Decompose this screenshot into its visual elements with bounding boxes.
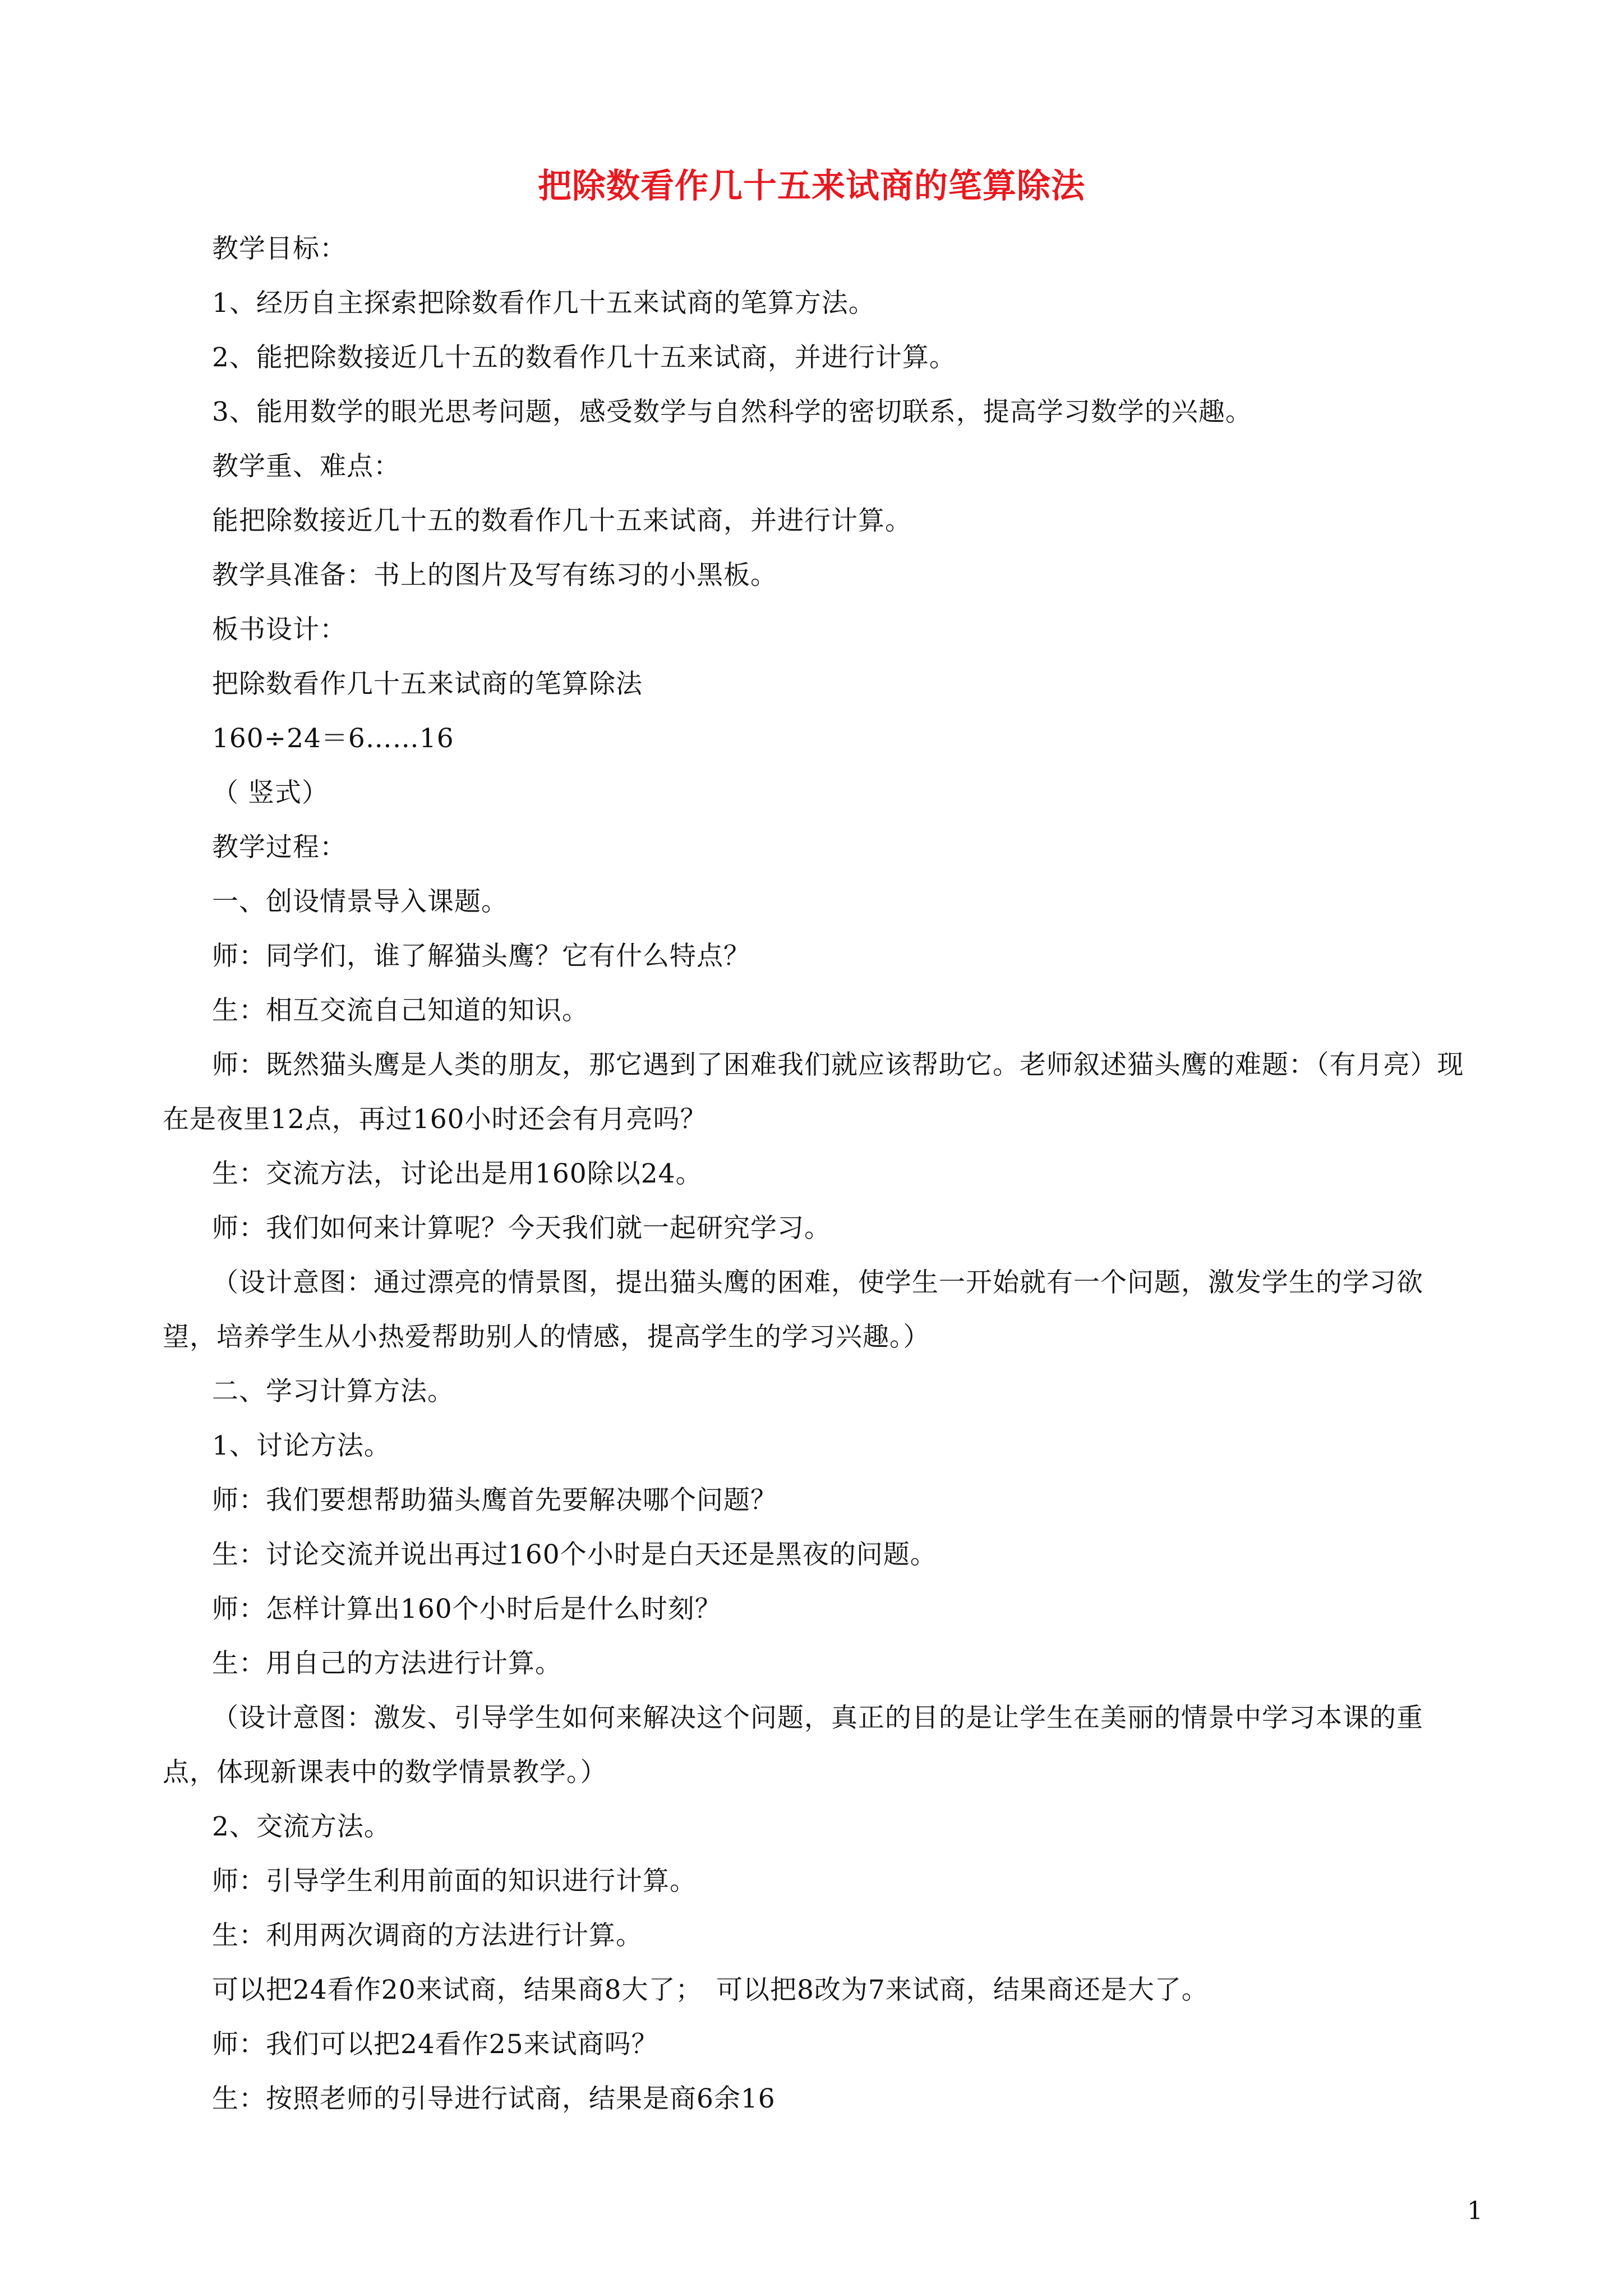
paragraph-objective-2: 2、能把除数接近几十五的数看作几十五来试商，并进行计算。 (212, 342, 956, 373)
paragraph-board-title: 把除数看作几十五来试商的笔算除法 (212, 669, 643, 700)
paragraph-board-equation: 160÷24＝6……16 (212, 723, 454, 754)
paragraph-board-vertical: （ 竖式） (212, 777, 329, 808)
paragraph-student-6: 生：按照老师的引导进行试商，结果是商6余16 (212, 2083, 776, 2114)
paragraph-materials: 教学具准备：书上的图片及写有练习的小黑板。 (212, 560, 777, 591)
paragraph-section-2: 二、学习计算方法。 (212, 1376, 454, 1407)
paragraph-student-2: 生：交流方法，讨论出是用160除以24。 (212, 1158, 703, 1189)
paragraph-key-points: 能把除数接近几十五的数看作几十五来试商，并进行计算。 (212, 505, 912, 536)
paragraph-teacher-4: 师：我们要想帮助猫头鹰首先要解决哪个问题？ (212, 1485, 777, 1516)
paragraph-heading-objectives: 教学目标： (212, 233, 347, 264)
paragraph-student-1: 生：相互交流自己知道的知识。 (212, 995, 589, 1026)
paragraph-design-note-2: （设计意图：激发、引导学生如何来解决这个问题，真正的目的是让学生在美丽的情景中学习本课的重点，体现新课表中的数学情景教学。） (163, 1703, 1423, 1788)
paragraph-trial-quotient: 可以把24看作20来试商，结果商8大了； 可以把8改为7来试商，结果商还是大了。 (212, 1975, 1209, 2005)
paragraph-heading-key-points: 教学重、难点： (212, 451, 400, 482)
paragraph-teacher-7: 师：我们可以把24看作25来试商吗？ (212, 2029, 658, 2060)
paragraph-heading-board-design: 板书设计： (212, 614, 347, 645)
paragraph-design-note-1: （设计意图：通过漂亮的情景图，提出猫头鹰的困难，使学生一开始就有一个问题，激发学生的学习欲望，培养学生从小热爱帮助别人的情感，提高学生的学习兴趣。） (163, 1267, 1423, 1352)
paragraph-objective-1: 1、经历自主探索把除数看作几十五来试商的笔算方法。 (212, 288, 875, 319)
paragraph-teacher-5: 师：怎样计算出160个小时后是什么时刻？ (212, 1594, 722, 1625)
paragraph-teacher-6: 师：引导学生利用前面的知识进行计算。 (212, 1866, 697, 1897)
paragraph-heading-process: 教学过程： (212, 832, 347, 863)
paragraph-objective-3: 3、能用数学的眼光思考问题，感受数学与自然科学的密切联系，提高学习数学的兴趣。 (212, 397, 1252, 427)
page-number: 1 (1467, 2197, 1483, 2225)
paragraph-teacher-2: 师：既然猫头鹰是人类的朋友，那它遇到了困难我们就应该帮助它。老师叙述猫头鹰的难题：（有月亮）现在是夜里12点，再过160小时还会有月亮吗？ (163, 1050, 1464, 1135)
paragraph-student-3: 生：讨论交流并说出再过160个小时是白天还是黑夜的问题。 (212, 1539, 937, 1570)
paragraph-student-5: 生：利用两次调商的方法进行计算。 (212, 1920, 643, 1951)
paragraph-teacher-1: 师：同学们，谁了解猫头鹰？它有什么特点？ (212, 941, 750, 972)
paragraph-section-1: 一、创设情景导入课题。 (212, 886, 508, 917)
document-title: 把除数看作几十五来试商的笔算除法 (538, 167, 1085, 206)
paragraph-teacher-3: 师：我们如何来计算呢？今天我们就一起研究学习。 (212, 1213, 831, 1244)
paragraph-student-4: 生：用自己的方法进行计算。 (212, 1648, 562, 1679)
document-body (163, 222, 1468, 2126)
paragraph-discuss-method: 1、讨论方法。 (212, 1430, 391, 1461)
paragraph-exchange-method: 2、交流方法。 (212, 1811, 391, 1842)
